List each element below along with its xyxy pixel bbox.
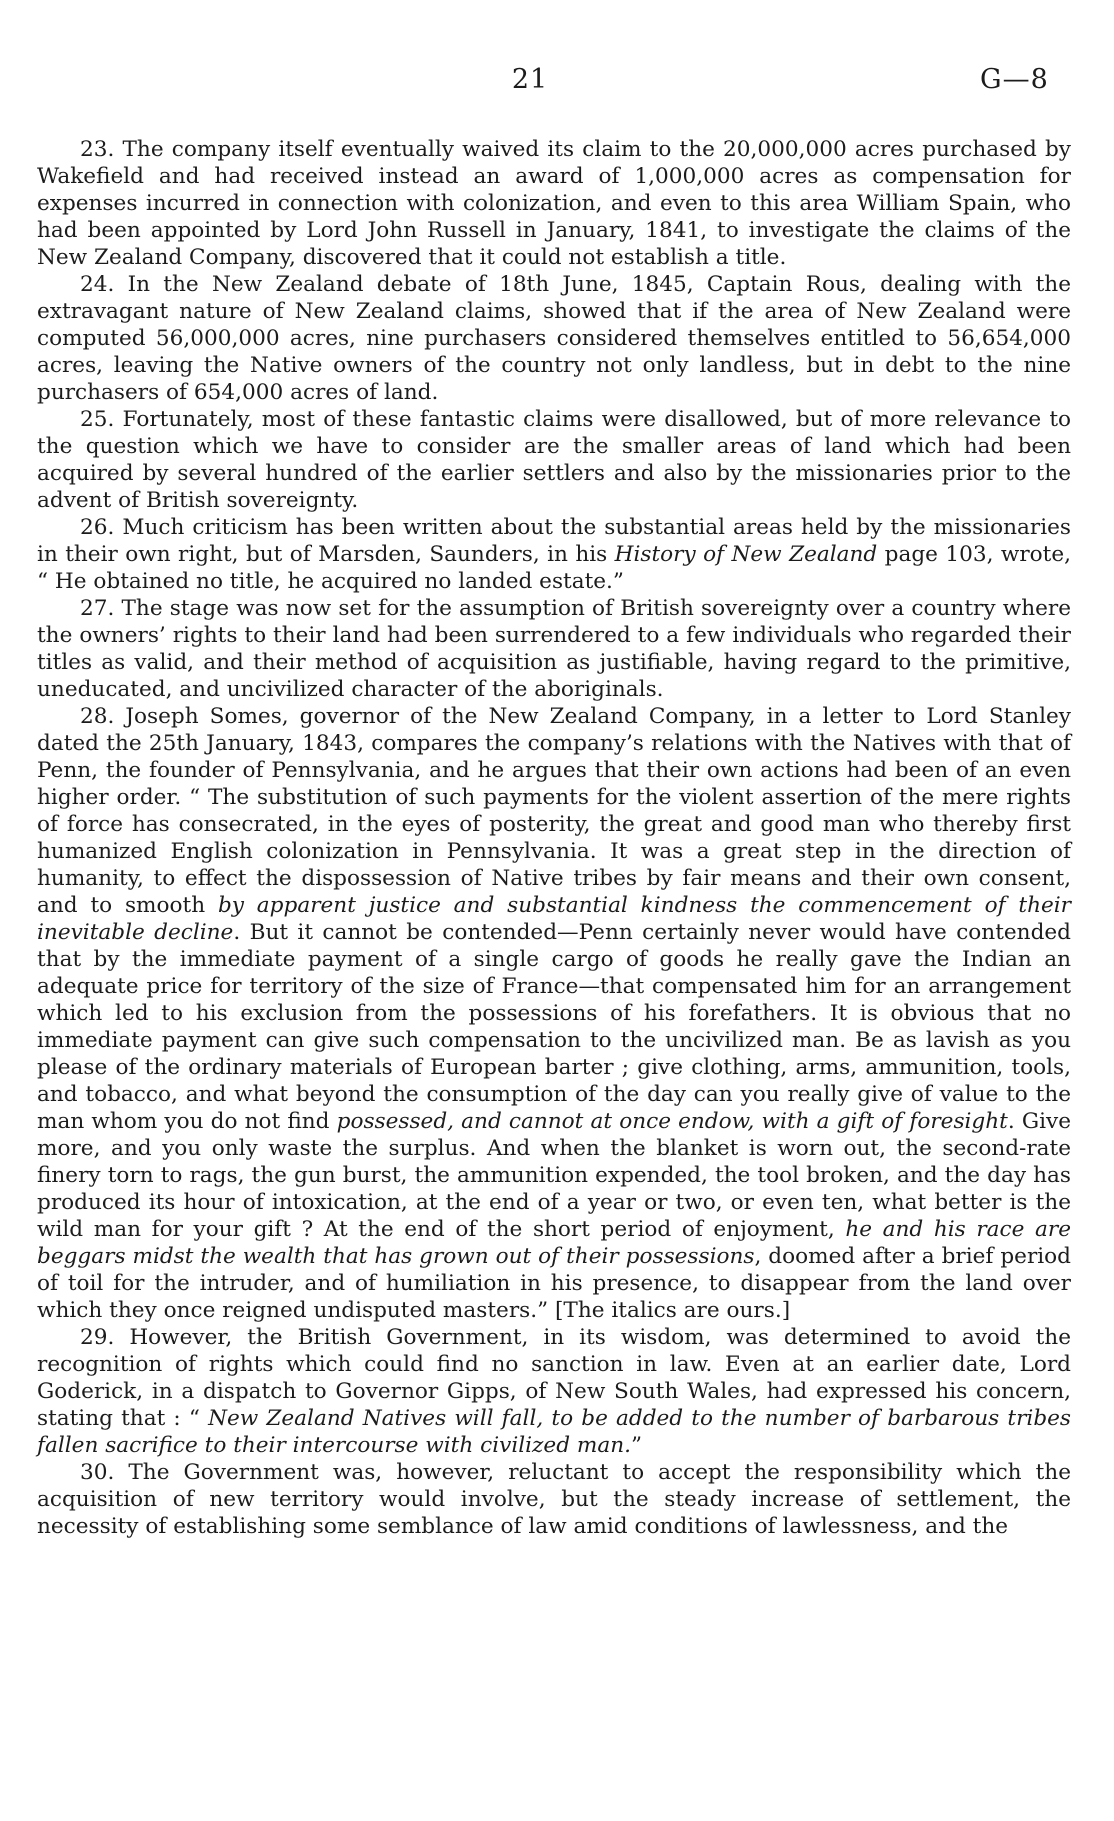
paragraph-text: 28. Joseph Somes, governor of the New Zealand Company, in a letter to Lord Stanley dated the 25th January, 1843, compares the company’s relations with the Natives with that of Penn, the founder of Pennsylvania, and he argues that their own actions had been of an even higher order. “ The substitution of such payments for the violent assertion of the mere rights of force has consecrated, in the eyes of posterity, the great and good man who thereby first humanized English colonization in Pennsylvania. It was a great step in the direction of humanity, to effect the dispossession of Native tribes by fair means and their own consent, and to smooth [37, 704, 1071, 918]
paragraph-text: 24. In the New Zealand debate of 18th June, 1845, Captain Rous, dealing with the extravagant nature of New Zealand claims, showed that if the area of New Zealand were computed 56,000,000 acres, nine purchasers considered themselves entitled to 56,654,000 acres, leaving the Native owners of the country not only landless, but in debt to the nine purchasers of 654,000 acres of land. [37, 272, 1071, 405]
paragraph-text: . But it cannot be contended—Penn certainly never would have contended that by the immediate payment of a single cargo of goods he really gave the Indian an adequate price for territory of the size of France—that compensated him for an arrangement which led to his exclusion from the possessions of his forefathers. It is obvious that no immediate payment can give such compensation to the uncivilized man. Be as lavish as you please of the ordinary materials of European barter ; give clothing, arms, ammunition, tools, and tobacco, and what beyond the consumption of the day can you really give of value to the man whom you do not find [37, 920, 1071, 1134]
italic-text: he and his race are beggars midst the wealth that has grown out of their possessions [37, 1217, 1072, 1269]
paragraph-text: 29. However, the British Government, in its wisdom, was determined to avoid the recognition of rights which could find no sanction in law. Even at an earlier date, Lord Goderick, in a dispatch to Governor Gipps, of New South Wales, had expressed his concern, stating that : “ [37, 1325, 1071, 1431]
paragraph-text: 23. The company itself eventually waived its claim to the 20,000,000 acres purchased by Wakefield and had received instead an award of 1,000,000 acres as compensation for expenses incurred in connection with colonization, and even to this area William Spain, who had been appointed by Lord John Russell in January, 1841, to investigate the claims of the New Zealand Company, discovered that it could not establish a title. [37, 137, 1071, 270]
paragraph-text: 26. Much criticism has been written about the substantial areas held by the missionaries in their own right, but of Marsden, Saunders, in his [37, 515, 1071, 567]
italic-text: by apparent justice and substantial kindness the commencement of their inevitable decline [37, 893, 1071, 945]
paragraph-27 [37, 595, 1071, 703]
paragraph-text: ” [631, 1433, 643, 1458]
paragraph-text: . Give more, and you only waste the surplus. And when the blanket is worn out, the second-rate finery torn to rags, the gun burst, the ammunition expended, the tool broken, and the day has produced its hour of intoxication, at the end of a year or two, or even ten, what better is the wild man for your gift ? At the end of the short period of enjoyment, [37, 1109, 1071, 1242]
italic-text: possessed, and cannot at once endow, with a gift of foresight [336, 1109, 1008, 1134]
paragraph-text: 27. The stage was now set for the assumption of British sovereignty over a country where the owners’ rights to their land had been surrendered to a few individuals who regarded their titles as valid, and their method of acquisition as justifiable, having regard to the primitive, uneducated, and uncivilized character of the aboriginals. [37, 596, 1071, 702]
paragraph-25 [37, 406, 1071, 514]
paragraph-24 [37, 271, 1071, 406]
page-number: 21 [511, 64, 549, 95]
paragraph-26 [37, 514, 1071, 595]
paragraph-28 [37, 703, 1071, 1324]
paragraph-text: 30. The Government was, however, reluctant to accept the responsibility which the acquisition of new territory would involve, but the steady increase of settlement, the necessity of establishing some semblance of law amid conditions of lawlessness, and the [37, 1460, 1071, 1539]
paragraph-30 [37, 1459, 1071, 1540]
paragraph-text: 25. Fortunately, most of these fantastic claims were disallowed, but of more relevance to the question which we have to consider are the smaller areas of land which had been acquired by several hundred of the earlier settlers and also by the missionaries prior to the advent of British sovereignty. [37, 407, 1071, 513]
paper-reference: G—8 [980, 64, 1049, 95]
paragraph-29 [37, 1324, 1071, 1459]
paragraph-text: , doomed after a brief period of toil for the intruder, and of humiliation in his presence, to disappear from the land over which they once reigned undisputed masters.” [The italics are ours.] [37, 1244, 1071, 1323]
page-header [0, 64, 1114, 104]
paragraph-23 [37, 136, 1071, 271]
italic-text: History of New Zealand [614, 542, 878, 567]
body-text [37, 136, 1071, 1540]
paragraph-text: page 103, wrote, “ He obtained no title, he acquired no landed estate.” [37, 542, 1071, 594]
italic-text: New Zealand Natives will fall, to be added to the number of barbarous tribes fallen sacrifice to their intercourse with civilized man. [37, 1406, 1072, 1458]
